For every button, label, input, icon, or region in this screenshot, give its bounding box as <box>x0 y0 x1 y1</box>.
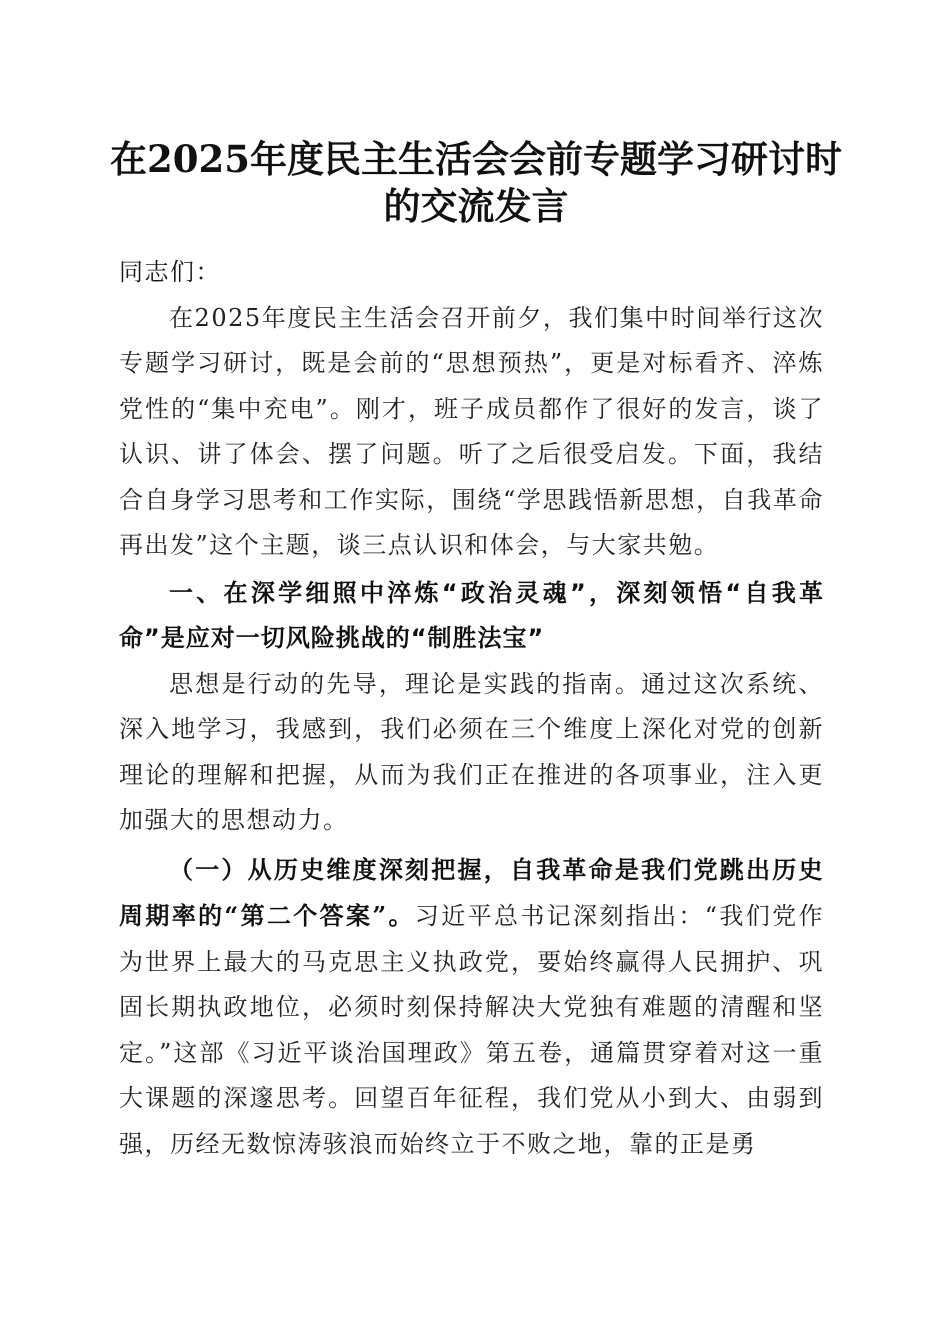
section-1-paragraph: 思想是行动的先导，理论是实践的指南。通过这次系统、深入地学习，我感到，我们必须在三个维度上深化对党的创新理论的理解和把握，从而为我们正在推进的各项事业，注入更加强大的思想动力。 <box>119 669 824 834</box>
salutation: 同志们： <box>119 258 221 286</box>
section-1-heading: 一、在深学细照中淬炼“政治灵魂”，深刻领悟“自我革命”是应对一切风险挑战的“制胜法宝” <box>119 578 824 652</box>
subsection-1-text: 习近平总书记深刻指出：“我们党作为世界上最大的马克思主义执政党，要始终赢得人民拥护、巩固长期执政地位，必须时刻保持解决大党独有难题的清醒和坚定。”这部《习近平谈治国理政》第五卷，通篇贯穿着对这一重大课题的深邃思考。回望百年征程，我们党从小到大、由弱到强，历经无数惊涛骇浪而始终立于不败之地，靠的正是勇 <box>119 902 824 1158</box>
intro-paragraph: 在2025年度民主生活会召开前夕，我们集中时间举行这次专题学习研讨，既是会前的“思想预热”，更是对标看齐、淬炼党性的“集中充电”。刚才，班子成员都作了很好的发言，谈了认识、讲了体会、摆了问题。听了之后很受启发。下面，我结合自身学习思考和工作实际，围绕“学思践悟新思想，自我革命再出发”这个主题，谈三点认识和体会，与大家共勉。 <box>119 303 824 559</box>
subsection-1-lead: （一）从历史维度深刻把握，自我革命是我们党跳出历史周期率的“第二个答案”。 <box>119 854 824 930</box>
document-body <box>119 250 824 1167</box>
subsection-1-paragraph <box>119 847 824 1168</box>
document-title: 在2025年度民主生活会会前专题学习研讨时的交流发言 <box>110 137 842 228</box>
